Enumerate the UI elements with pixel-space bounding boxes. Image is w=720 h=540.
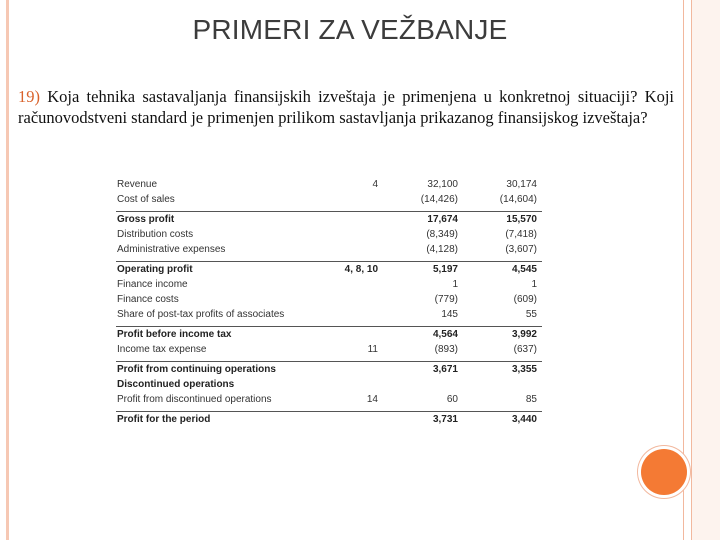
row-value-prior: 4,545 [511, 264, 537, 275]
slide-border-right-line-inner [691, 0, 692, 540]
row-value-prior: 1 [531, 279, 537, 290]
slide-border-right-band [692, 0, 720, 540]
row-label: Gross profit [117, 214, 175, 225]
row-value-current: 32,100 [427, 179, 458, 190]
row-label: Revenue [117, 179, 158, 190]
row-value-prior: 3,440 [511, 414, 537, 425]
row-note: 14 [366, 394, 378, 405]
row-value-prior: 55 [525, 309, 537, 320]
row-value-prior: (7,418) [505, 229, 537, 240]
question-text: Koja tehnika sastavaljanja finansijskih izveštaja je primenjena u konkretnoj situaciji? Koji računovodstveni standard je primenjen prilikom sastavljanja prikazanog finansijskog izveštaja? [18, 87, 674, 127]
row-value-current: 1 [452, 279, 458, 290]
row-label: Profit for the period [117, 414, 211, 425]
row-label: Finance income [117, 279, 188, 290]
row-value-prior: 15,570 [506, 214, 537, 225]
row-value-prior: 30,174 [506, 179, 537, 190]
decorative-orange-circle [641, 449, 687, 495]
statement-row-discontinued-heading [116, 377, 542, 392]
question-paragraph [18, 86, 674, 128]
row-value-current: 3,671 [432, 364, 458, 375]
row-value-prior: (14,604) [499, 194, 537, 205]
row-note: 4, 8, 10 [344, 264, 378, 275]
statement-row-income-tax [116, 342, 542, 357]
row-label: Profit before income tax [117, 329, 232, 340]
row-value-prior: (637) [513, 344, 537, 355]
question-number: 19) [18, 87, 40, 106]
row-label: Profit from continuing operations [117, 364, 276, 375]
statement-row-profit-discontinued [116, 392, 542, 407]
row-value-current: 5,197 [432, 264, 458, 275]
statement-row-operating-profit [116, 261, 542, 277]
row-value-current: (14,426) [420, 194, 458, 205]
slide-title: PRIMERI ZA VEŽBANJE [192, 14, 508, 45]
row-value-current: 60 [446, 394, 458, 405]
row-label: Distribution costs [117, 229, 194, 240]
row-value-prior: 3,355 [511, 364, 537, 375]
statement-row-share-of-associates [116, 307, 542, 322]
row-value-current: (779) [434, 294, 458, 305]
statement-row-gross-profit [116, 211, 542, 227]
row-label: Discontinued operations [117, 379, 235, 390]
row-label: Profit from discontinued operations [117, 394, 272, 405]
row-value-current: 3,731 [432, 414, 458, 425]
income-statement [116, 177, 542, 427]
row-label: Finance costs [117, 294, 179, 305]
statement-row-profit-for-period [116, 411, 542, 427]
row-value-prior: 85 [525, 394, 537, 405]
row-note: 11 [367, 344, 378, 355]
statement-row-cost-of-sales [116, 192, 542, 207]
row-label: Share of post-tax profits of associates [117, 309, 285, 320]
row-label: Cost of sales [117, 194, 175, 205]
row-value-current: (8,349) [426, 229, 458, 240]
row-label: Administrative expenses [117, 244, 226, 255]
slide-border-left [6, 0, 9, 540]
statement-row-distribution-costs [116, 227, 542, 242]
row-value-prior: (3,607) [505, 244, 537, 255]
row-value-prior: 3,992 [511, 329, 537, 340]
row-value-current: (893) [434, 344, 458, 355]
row-value-current: (4,128) [426, 244, 458, 255]
statement-row-profit-continuing [116, 361, 542, 377]
row-value-current: 17,674 [427, 214, 458, 225]
row-value-current: 145 [441, 309, 458, 320]
statement-row-revenue [116, 177, 542, 192]
row-value-current: 4,564 [432, 329, 458, 340]
row-label: Operating profit [117, 264, 193, 275]
statement-row-finance-costs [116, 292, 542, 307]
row-value-prior: (609) [513, 294, 537, 305]
statement-row-profit-before-tax [116, 326, 542, 342]
row-label: Income tax expense [117, 344, 207, 355]
statement-row-finance-income [116, 277, 542, 292]
row-note: 4 [372, 179, 378, 190]
statement-row-administrative-expenses [116, 242, 542, 257]
